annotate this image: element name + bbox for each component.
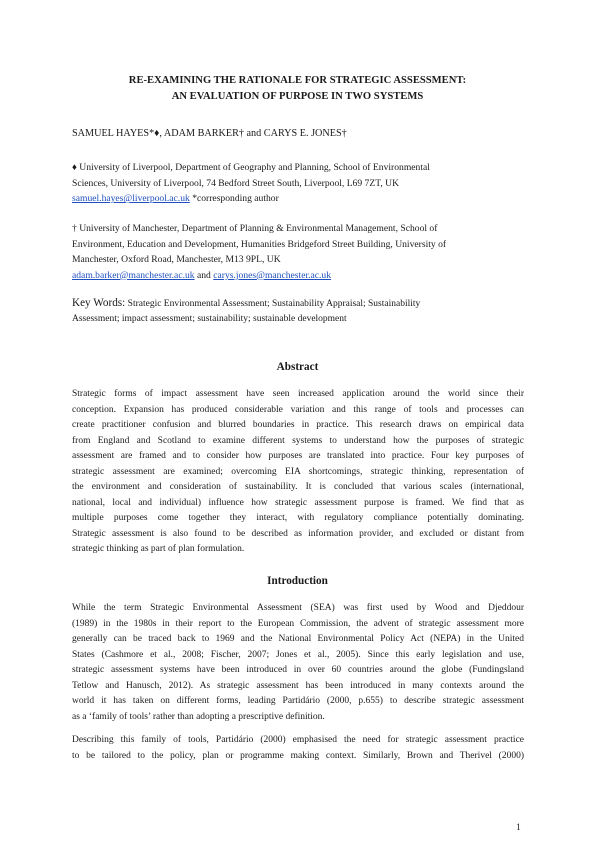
text-line: assessment are framed and to consider how purposes are translated into practice. Four key purposes of bbox=[72, 451, 524, 462]
text-line: as a ‘family of tools’ rather than adopting a prescriptive definition. bbox=[72, 711, 325, 722]
text-line: Strategic forms of impact assessment have seen increased application around the world since their bbox=[72, 389, 524, 399]
text-line: from England and Scotland to examine different systems to understand how the purposes of strategic bbox=[72, 435, 524, 446]
affiliation-line: Environment, Education and Development, Humanities Bridgeford Street Building, University of bbox=[72, 238, 447, 250]
text-line: create practitioner confusion and blurred boundaries in practice. This research draws on empirical data bbox=[72, 420, 524, 431]
keywords-block bbox=[72, 296, 532, 327]
abstract-paragraph bbox=[72, 387, 524, 558]
affiliation-line: ♦ University of Liverpool, Department of Geography and Planning, School of Environmental bbox=[72, 162, 430, 173]
text-line: strategic assessment systems have been introduced in over 60 countries around the globe (Fundingsland bbox=[72, 665, 524, 676]
text-line: Describing this family of tools, Partidário (2000) emphasised the need for strategic assessment practice bbox=[72, 735, 524, 745]
affiliation-liverpool bbox=[72, 160, 530, 207]
affiliation-line: † University of Manchester, Department of Planning & Environmental Management, School of bbox=[72, 223, 438, 234]
keywords-line: Assessment; impact assessment; sustainability; sustainable development bbox=[72, 314, 347, 324]
corresponding-author-note: *corresponding author bbox=[189, 193, 279, 205]
text-line: strategic thinking as part of plan formulation. bbox=[72, 544, 245, 555]
author-list: SAMUEL HAYES*♦, ADAM BARKER† and CARYS E. JONES† bbox=[72, 128, 347, 139]
text-line: the environment and consideration of sustainability. It is concluded that various scales (international, bbox=[72, 482, 524, 493]
introduction-paragraph bbox=[72, 601, 524, 725]
text-line: Strategic assessment is also found to be described as information provider, and excluded or distant from bbox=[72, 528, 524, 539]
text-line: conception. Expansion has produced considerable variation and this range of tools and processes can bbox=[72, 404, 524, 415]
title-line: RE-EXAMINING THE RATIONALE FOR STRATEGIC ASSESSMENT: bbox=[128, 75, 467, 86]
paper-title bbox=[72, 73, 523, 105]
affiliation-contact bbox=[72, 191, 530, 207]
keywords-label: Key Words: bbox=[72, 297, 126, 309]
email-link[interactable]: carys.jones@manchester.ac.uk bbox=[213, 269, 332, 281]
text-line: multiple purposes come together they interact, with regulatory compliance potentially dominating. bbox=[72, 513, 524, 524]
text-line: While the term Strategic Environmental Assessment (SEA) was first used by Wood and Djeddour bbox=[72, 603, 524, 613]
text-line: Tetlow and Hanusch, 2012). As strategic assessment has been introduced in many contexts around the bbox=[72, 680, 524, 691]
introduction-heading: Introduction bbox=[267, 575, 328, 587]
text-line: States (Cashmore et al., 2008; Fischer, 2007; Jones et al., 2005). Since this early legislation and use, bbox=[72, 649, 524, 660]
text-line: national, local and individual) influence how strategic assessment purpose is framed. We find that as bbox=[72, 497, 524, 508]
text-line: strategic assessment are examined; overcoming EIA shortcomings, strategic thinking, representation of bbox=[72, 466, 524, 477]
affiliation-manchester bbox=[72, 221, 530, 283]
affiliation-line: Manchester, Oxford Road, Manchester, M13 9PL, UK bbox=[72, 254, 281, 266]
text-line: (1989) in the 1980s in their report to the European Commission, the advent of strategic assessment more bbox=[72, 618, 524, 629]
email-link[interactable]: adam.barker@manchester.ac.uk bbox=[72, 269, 195, 281]
text-line: generally can be traced back to 1969 and the National Environmental Policy Act (NEPA) in the United bbox=[72, 634, 524, 645]
keywords-line bbox=[72, 296, 532, 312]
conjunction-text: and bbox=[194, 269, 214, 281]
page-number: 1 bbox=[516, 822, 521, 833]
email-link[interactable]: samuel.hayes@liverpool.ac.uk bbox=[72, 193, 190, 205]
introduction-paragraph bbox=[72, 733, 524, 764]
text-line: world it has taken on different forms, leading Partidário (2000, p.655) to describe strategic assessment bbox=[72, 696, 524, 707]
keywords-text: Strategic Environmental Assessment; Sustainability Appraisal; Sustainability bbox=[125, 299, 421, 309]
abstract-heading: Abstract bbox=[276, 361, 319, 373]
affiliation-contact bbox=[72, 268, 530, 284]
text-line: to be tailored to the policy, plan or programme making context. Similarly, Brown and Therivel (2000) bbox=[72, 750, 524, 761]
affiliation-line: Sciences, University of Liverpool, 74 Bedford Street South, Liverpool, L69 7ZT, UK bbox=[72, 177, 400, 189]
title-line: AN EVALUATION OF PURPOSE IN TWO SYSTEMS bbox=[171, 91, 424, 102]
